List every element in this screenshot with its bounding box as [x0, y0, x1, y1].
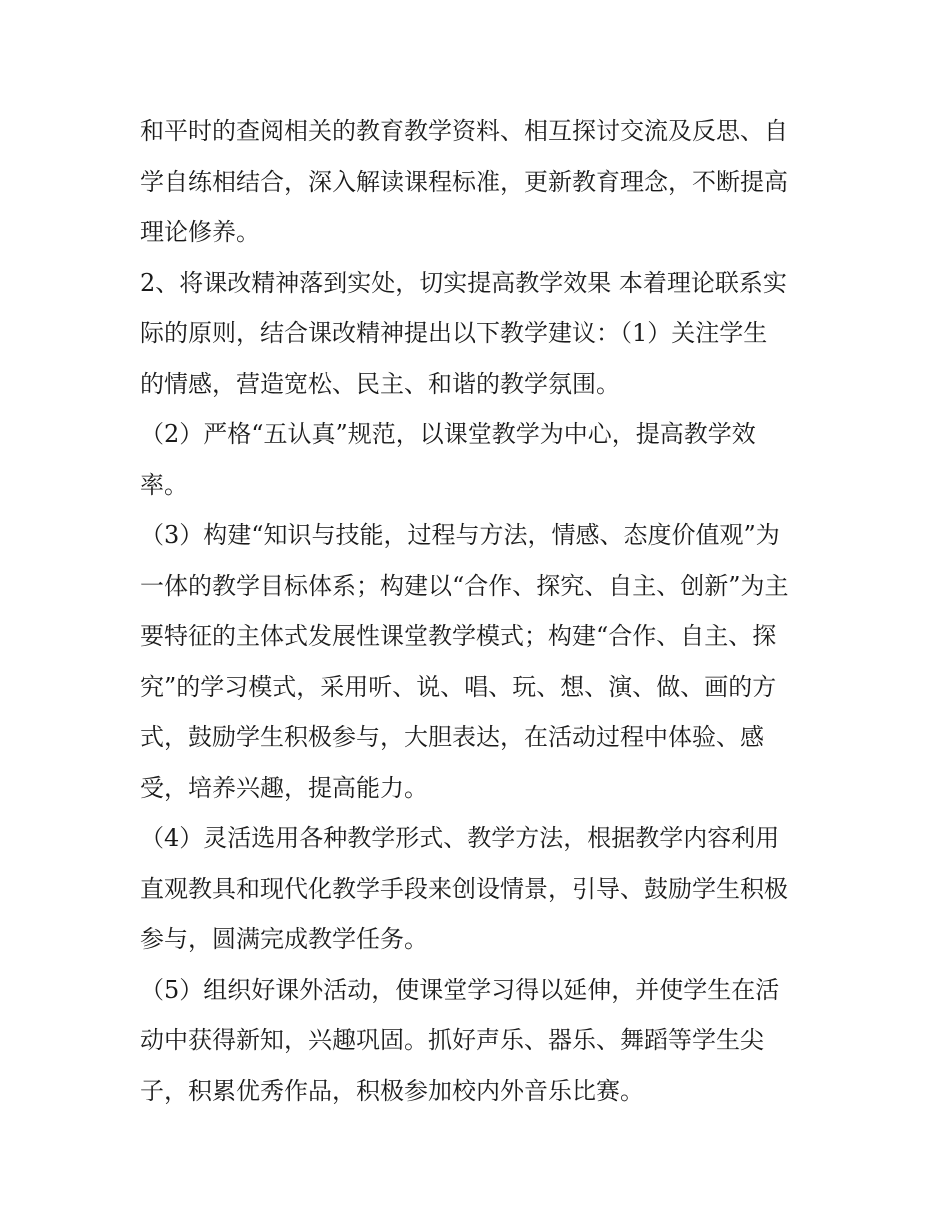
text-line: 理论修养。 [140, 218, 260, 246]
text-line: 和平时的查阅相关的教育教学资料、相互探讨交流及反思、自 [140, 117, 788, 145]
text-line: 一体的教学目标体系；构建以“合作、探究、自主、创新”为主 [140, 571, 789, 600]
text-line: 究”的学习模式，采用听、说、唱、玩、想、演、做、画的方 [140, 672, 777, 701]
text-line: 参与，圆满完成教学任务。 [140, 925, 428, 953]
text-line: 式，鼓励学生积极参与，大胆表达，在活动过程中体验、感 [140, 723, 764, 751]
text-line: （4）灵活选用各种教学形式、教学方法，根据教学内容利用 [140, 824, 780, 852]
text-line: 子，积累优秀作品，积极参加校内外音乐比赛。 [140, 1076, 644, 1105]
text-line: 率。 [140, 470, 188, 499]
text-line: 际的原则，结合课改精神提出以下教学建议：（1）关注学生 [140, 319, 768, 347]
text-line: 受，培养兴趣，提高能力。 [140, 773, 428, 802]
text-line: 动中获得新知，兴趣巩固。抓好声乐、器乐、舞蹈等学生尖 [140, 1026, 764, 1054]
text-line: （2）严格“五认真”规范，以课堂教学为中心，提高教学效 [140, 420, 756, 448]
text-line: （5）组织好课外活动，使课堂学习得以延伸，并使学生在活 [140, 975, 780, 1004]
text-line: 2、将课改精神落到实处，切实提高教学效果 本着理论联系实 [140, 268, 787, 297]
text-line: 的情感，营造宽松、民主、和谐的教学氛围。 [140, 369, 620, 398]
text-line: 直观教具和现代化教学手段来创设情景，引导、鼓励学生积极 [140, 874, 788, 903]
text-line: 学自练相结合，深入解读课程标准，更新教育理念，不断提高 [140, 167, 788, 196]
document-body [140, 106, 820, 1116]
text-line: （3）构建“知识与技能，过程与方法，情感、态度价值观”为 [140, 521, 780, 549]
text-line: 要特征的主体式发展性课堂教学模式；构建“合作、自主、探 [140, 622, 777, 650]
